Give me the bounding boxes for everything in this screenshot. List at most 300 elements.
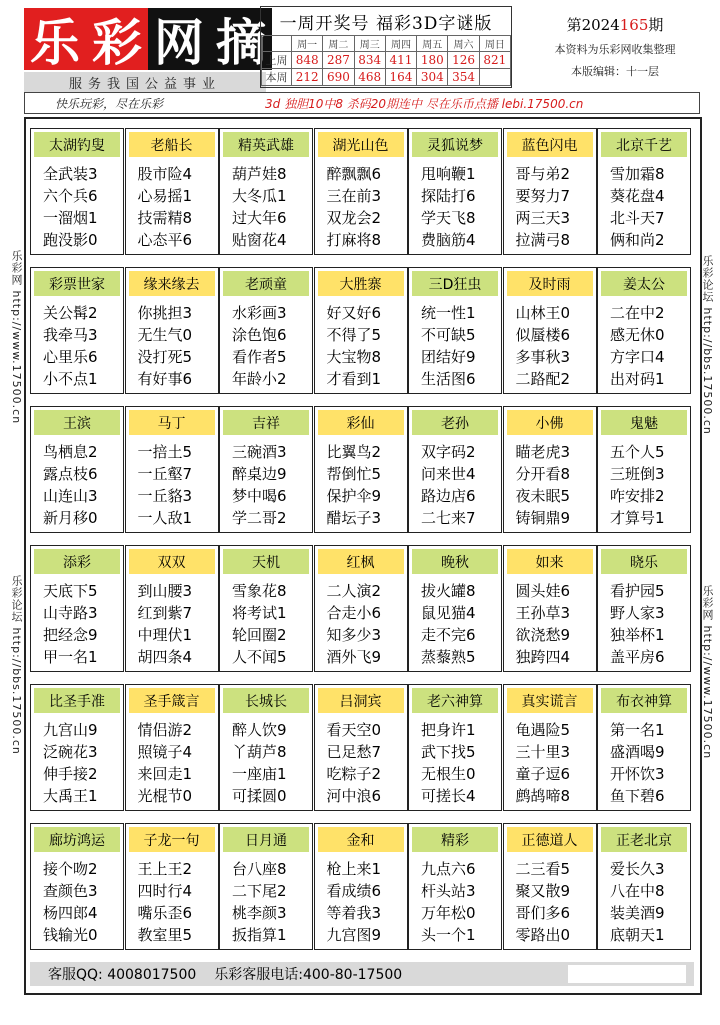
- riddle-line: 露点枝6: [43, 465, 98, 483]
- riddle-line: 水彩画3: [232, 304, 287, 322]
- riddle-card: [219, 684, 313, 811]
- riddle-card-title: 老船长: [129, 132, 215, 157]
- riddle-card: [30, 406, 124, 533]
- riddle-line: 股市险4: [137, 165, 193, 183]
- riddle-line: 出对码1: [610, 370, 665, 388]
- riddle-card-lines: [220, 157, 312, 251]
- riddle-card-lines: [598, 852, 690, 946]
- issue-number: 165: [619, 16, 649, 34]
- riddle-line: 醋坛子3: [326, 509, 382, 527]
- riddle-line: 鱼下碧6: [610, 787, 665, 805]
- riddle-line: 台八座8: [232, 860, 287, 878]
- riddle-line: 五个人5: [610, 443, 665, 461]
- riddle-line: 雪加霜8: [610, 165, 665, 183]
- riddle-line: 新月移0: [43, 509, 98, 527]
- riddle-line: 感无休0: [610, 326, 665, 344]
- riddle-card-lines: [126, 852, 218, 946]
- riddle-card-lines: [409, 574, 501, 668]
- riddle-line: 盖平房6: [610, 648, 665, 666]
- riddle-card-title: 如来: [507, 549, 593, 574]
- draw-number: 304: [417, 69, 448, 86]
- riddle-line: 光棍节0: [137, 787, 193, 805]
- riddle-card-lines: [409, 713, 501, 807]
- riddle-card: [314, 545, 408, 672]
- day-label: 周日: [479, 36, 510, 52]
- riddle-line: 看护园5: [610, 582, 665, 600]
- riddle-line: 要努力7: [515, 187, 571, 205]
- riddle-card-lines: [126, 157, 218, 251]
- riddle-line: 多事秋3: [515, 348, 571, 366]
- riddle-line: 合走小6: [326, 604, 382, 622]
- logo-subtitle: 服务我国公益事业: [24, 72, 266, 92]
- riddle-line: 轮回圈2: [232, 626, 287, 644]
- riddle-card-title: 正老北京: [601, 827, 687, 852]
- riddle-card-title: 廊坊鸿运: [34, 827, 120, 852]
- riddle-line: 二人演2: [326, 582, 382, 600]
- draw-header-row: [262, 36, 511, 52]
- riddle-line: 九宫山9: [43, 721, 98, 739]
- footer-bar: [30, 962, 694, 986]
- riddle-card-title: 布衣神算: [601, 688, 687, 713]
- riddle-line: 蒸藜熟5: [421, 648, 476, 666]
- riddle-card-lines: [504, 713, 596, 807]
- riddle-line: 教室里5: [137, 926, 193, 944]
- last-week-label: 上周: [262, 52, 292, 69]
- riddle-card-title: 老六神算: [412, 688, 498, 713]
- riddle-card-lines: [598, 296, 690, 390]
- draw-number: 212: [292, 69, 323, 86]
- riddle-line: 不可缺5: [421, 326, 476, 344]
- draw-table: [261, 35, 511, 86]
- riddle-line: 双字码2: [421, 443, 476, 461]
- riddle-line: 零路出0: [515, 926, 571, 944]
- riddle-card-title: 金和: [318, 827, 404, 852]
- riddle-line: 第一名1: [610, 721, 665, 739]
- riddle-line: 你挑担3: [137, 304, 193, 322]
- riddle-line: 扳指算1: [232, 926, 287, 944]
- riddle-line: 枪上来1: [326, 860, 382, 878]
- riddle-card-title: 天机: [223, 549, 309, 574]
- riddle-line: 梦中喝6: [232, 487, 287, 505]
- riddle-card-lines: [504, 296, 596, 390]
- riddle-line: 武下找5: [421, 743, 476, 761]
- riddle-line: 王上王2: [137, 860, 193, 878]
- issue-prefix: 第2024: [566, 16, 620, 34]
- riddle-card-lines: [504, 574, 596, 668]
- riddle-line: 独跨四4: [515, 648, 571, 666]
- riddle-card-title: 正德道人: [507, 827, 593, 852]
- riddle-line: 独举杯1: [610, 626, 665, 644]
- riddle-line: 统一性1: [421, 304, 476, 322]
- riddle-line: 吃粽子2: [326, 765, 382, 783]
- riddle-card-title: 彩票世家: [34, 271, 120, 296]
- riddle-card: [503, 684, 597, 811]
- riddle-line: 才算号1: [610, 509, 665, 527]
- draw-number: 834: [354, 52, 385, 69]
- draw-number: [479, 69, 510, 86]
- riddle-card-title: 鬼魅: [601, 410, 687, 435]
- riddle-card-title: 灵狐说梦: [412, 132, 498, 157]
- side-label-left-top: 乐彩网 http://www.17500.cn: [10, 250, 23, 425]
- riddle-card-title: 老孙: [412, 410, 498, 435]
- riddle-line: 分开看8: [515, 465, 571, 483]
- riddle-card: [125, 684, 219, 811]
- riddle-line: 三碗酒3: [232, 443, 287, 461]
- riddle-card-title: 双双: [129, 549, 215, 574]
- riddle-line: 童子逗6: [515, 765, 571, 783]
- riddle-line: 三班倒3: [610, 465, 665, 483]
- riddle-card: [314, 128, 408, 255]
- draw-number: 126: [448, 52, 479, 69]
- riddle-line: 看成绩6: [326, 882, 382, 900]
- riddle-card-lines: [126, 713, 218, 807]
- riddle-card-title: 吕洞宾: [318, 688, 404, 713]
- logo-char-2: 彩: [86, 8, 148, 70]
- riddle-line: 心态平6: [137, 231, 193, 249]
- riddle-card-title: 马丁: [129, 410, 215, 435]
- riddle-card-lines: [409, 296, 501, 390]
- riddle-line: 聚又散9: [515, 882, 571, 900]
- riddle-line: 三在前3: [326, 187, 382, 205]
- riddle-line: 可揉圆0: [232, 787, 287, 805]
- riddle-line: 心易摇1: [137, 187, 193, 205]
- riddle-card: [219, 823, 313, 950]
- riddle-card: [314, 684, 408, 811]
- side-label-right-bottom: 乐彩网 http://www.17500.cn: [701, 585, 714, 760]
- this-week-label: 本周: [262, 69, 292, 86]
- riddle-line: 葵花盘4: [610, 187, 665, 205]
- riddle-line: 学二哥2: [232, 509, 287, 527]
- issue-suffix: 期: [648, 16, 664, 34]
- riddle-card-title: 晚秋: [412, 549, 498, 574]
- riddle-line: 到山腰3: [137, 582, 193, 600]
- riddle-line: 二下尾2: [232, 882, 287, 900]
- riddle-line: 技需精8: [137, 209, 193, 227]
- riddle-line: 俩和尚2: [610, 231, 665, 249]
- riddle-line: 有好事6: [137, 370, 193, 388]
- riddle-line: 学天飞8: [421, 209, 476, 227]
- riddle-line: 一人敌1: [137, 509, 193, 527]
- riddle-line: 九点六6: [421, 860, 476, 878]
- riddle-card-lines: [31, 157, 123, 251]
- riddle-line: 方字口4: [610, 348, 665, 366]
- issue-info: [520, 6, 710, 88]
- riddle-card-title: 小佛: [507, 410, 593, 435]
- riddle-line: 四时行4: [137, 882, 193, 900]
- riddle-card-title: 真实谎言: [507, 688, 593, 713]
- riddle-card-lines: [220, 713, 312, 807]
- riddle-line: 涂色饱6: [232, 326, 287, 344]
- day-label: 周六: [448, 36, 479, 52]
- riddle-card-lines: [31, 574, 123, 668]
- riddle-card: [408, 545, 502, 672]
- draw-number: 164: [385, 69, 416, 86]
- riddle-card: [30, 128, 124, 255]
- riddle-line: 跑没影0: [43, 231, 98, 249]
- riddle-card: [30, 267, 124, 394]
- draw-title: 一周开奖号 福彩3D字谜版: [279, 13, 493, 34]
- riddle-card-lines: [409, 157, 501, 251]
- riddle-card-title: 彩仙: [318, 410, 404, 435]
- riddle-card-lines: [315, 852, 407, 946]
- riddle-card: [408, 267, 502, 394]
- riddle-card-lines: [220, 574, 312, 668]
- riddle-line: 嘴乐歪6: [137, 904, 193, 922]
- riddle-line: 生活图6: [421, 370, 476, 388]
- draw-number: 411: [385, 52, 416, 69]
- riddle-line: 六个兵6: [43, 187, 98, 205]
- riddle-card: [125, 823, 219, 950]
- riddle-card: [314, 406, 408, 533]
- riddle-card-lines: [31, 435, 123, 529]
- riddle-line: 山连山3: [43, 487, 98, 505]
- riddle-line: 知多少3: [326, 626, 382, 644]
- riddle-line: 桃李颜3: [232, 904, 287, 922]
- riddle-line: 好又好6: [326, 304, 382, 322]
- riddle-line: 心里乐6: [43, 348, 98, 366]
- riddle-card-lines: [598, 574, 690, 668]
- editor-note: 本版编辑：十一层: [571, 65, 659, 78]
- riddle-card: [408, 823, 502, 950]
- riddle-card-lines: [598, 435, 690, 529]
- riddle-line: 年龄小2: [232, 370, 287, 388]
- riddle-card: [125, 267, 219, 394]
- riddle-line: 把经念9: [43, 626, 98, 644]
- riddle-card: [219, 128, 313, 255]
- riddle-line: 野人家3: [610, 604, 665, 622]
- riddle-card-title: 日月通: [223, 827, 309, 852]
- logo-char-3: 网: [148, 8, 210, 70]
- riddle-card-lines: [409, 852, 501, 946]
- riddle-line: 红到紫7: [137, 604, 193, 622]
- draw-number: 354: [448, 69, 479, 86]
- side-label-right-top: 乐彩论坛 http://bbs.17500.cn: [701, 255, 714, 435]
- riddle-card-title: 精彩: [412, 827, 498, 852]
- riddle-line: 杨四郎4: [43, 904, 98, 922]
- logo: [24, 8, 274, 70]
- riddle-card-lines: [220, 296, 312, 390]
- riddle-card-title: 添彩: [34, 549, 120, 574]
- riddle-line: 团结好9: [421, 348, 476, 366]
- source-note: 本资料为乐彩网收集整理: [554, 43, 676, 56]
- riddle-card-lines: [598, 157, 690, 251]
- riddle-card-lines: [31, 296, 123, 390]
- issue-line: [520, 14, 710, 35]
- riddle-line: 甩响鞭1: [421, 165, 476, 183]
- riddle-card-title: 圣手箴言: [129, 688, 215, 713]
- riddle-line: 夜未眠5: [515, 487, 571, 505]
- riddle-card-lines: [220, 435, 312, 529]
- riddle-line: 探陆打6: [421, 187, 476, 205]
- riddle-line: 看天空0: [326, 721, 382, 739]
- riddle-line: 大禹王1: [43, 787, 98, 805]
- riddle-line: 杆头站3: [421, 882, 476, 900]
- last-week-row: [262, 52, 511, 69]
- riddle-line: 全武装3: [43, 165, 98, 183]
- this-week-row: [262, 69, 511, 86]
- riddle-line: 酒外飞9: [326, 648, 382, 666]
- riddle-card-title: 老顽童: [223, 271, 309, 296]
- riddle-line: 大冬瓜1: [232, 187, 287, 205]
- riddle-line: 万年松0: [421, 904, 476, 922]
- corner-cell: [262, 36, 292, 52]
- riddle-line: 龟遇险5: [515, 721, 571, 739]
- day-label: 周五: [417, 36, 448, 52]
- riddle-line: 葫芦娃8: [232, 165, 287, 183]
- day-label: 周一: [292, 36, 323, 52]
- riddle-line: 双龙会2: [326, 209, 382, 227]
- riddle-card-lines: [504, 435, 596, 529]
- riddle-line: 可搓长4: [421, 787, 476, 805]
- riddle-line: 二在中2: [610, 304, 665, 322]
- riddle-line: 不得了5: [326, 326, 382, 344]
- logo-char-1: 乐: [24, 8, 86, 70]
- riddle-card-lines: [126, 435, 218, 529]
- riddle-line: 才看到1: [326, 370, 382, 388]
- riddle-card: [597, 128, 691, 255]
- draw-number: 180: [417, 52, 448, 69]
- riddle-card-lines: [126, 296, 218, 390]
- footer-qq: 客服QQ: 4008017500: [48, 967, 197, 983]
- riddle-line: 看作者5: [232, 348, 287, 366]
- riddle-line: 一座庙1: [232, 765, 287, 783]
- riddle-card-lines: [315, 435, 407, 529]
- riddle-line: 帮倒忙5: [326, 465, 382, 483]
- riddle-line: 八在中8: [610, 882, 665, 900]
- riddle-line: 已足愁7: [326, 743, 382, 761]
- riddle-line: 小不点1: [43, 370, 98, 388]
- riddle-card: [503, 823, 597, 950]
- day-label: 周四: [385, 36, 416, 52]
- riddle-line: 九宫图9: [326, 926, 382, 944]
- riddle-line: 河中浪6: [326, 787, 382, 805]
- riddle-line: 情侣游2: [137, 721, 193, 739]
- riddle-line: 照镜子4: [137, 743, 193, 761]
- riddle-line: 爱长久3: [610, 860, 665, 878]
- riddle-card-title: 三D狂虫: [412, 271, 498, 296]
- riddle-card: [314, 823, 408, 950]
- riddle-card-title: 及时雨: [507, 271, 593, 296]
- riddle-line: 头一个1: [421, 926, 476, 944]
- riddle-line: 费脑筋4: [421, 231, 476, 249]
- riddle-line: 没打死5: [137, 348, 193, 366]
- riddle-line: 人不闻5: [232, 648, 287, 666]
- riddle-line: 三十里3: [515, 743, 571, 761]
- riddle-line: 将考试1: [232, 604, 287, 622]
- riddle-line: 二七来7: [421, 509, 476, 527]
- riddle-card: [408, 684, 502, 811]
- riddle-card-lines: [409, 435, 501, 529]
- riddle-line: 哥们多6: [515, 904, 571, 922]
- riddle-card-title: 长城长: [223, 688, 309, 713]
- riddle-line: 我牵马3: [43, 326, 98, 344]
- riddle-card: [597, 406, 691, 533]
- riddle-line: 一掊土5: [137, 443, 193, 461]
- riddle-card-title: 子龙一句: [129, 827, 215, 852]
- riddle-line: 醉桌边9: [232, 465, 287, 483]
- riddle-card: [503, 128, 597, 255]
- riddle-line: 哥与弟2: [515, 165, 571, 183]
- riddle-line: 醉人饮9: [232, 721, 287, 739]
- riddle-card: [314, 267, 408, 394]
- riddle-line: 大宝物8: [326, 348, 382, 366]
- footer-blank-box: [568, 965, 686, 983]
- riddle-line: 鹧鸪啼8: [515, 787, 571, 805]
- riddle-line: 醉飘飘6: [326, 165, 382, 183]
- riddle-line: 天底下5: [43, 582, 98, 600]
- logo-char-4: 摘: [210, 8, 272, 70]
- riddle-card: [597, 267, 691, 394]
- riddle-line: 欲浇愁9: [515, 626, 571, 644]
- riddle-line: 似蜃楼6: [515, 326, 571, 344]
- riddle-card-lines: [598, 713, 690, 807]
- riddle-line: 无根生0: [421, 765, 476, 783]
- riddle-line: 泛碗花3: [43, 743, 98, 761]
- riddle-card: [408, 128, 502, 255]
- riddle-card-lines: [315, 157, 407, 251]
- draw-number: 821: [479, 52, 510, 69]
- riddle-card: [503, 406, 597, 533]
- riddle-card-lines: [220, 852, 312, 946]
- riddle-line: 把身许1: [421, 721, 476, 739]
- riddle-line: 丫葫芦8: [232, 743, 287, 761]
- riddle-card: [597, 684, 691, 811]
- riddle-line: 比翼鸟2: [326, 443, 382, 461]
- side-label-left-bottom: 乐彩论坛 http://bbs.17500.cn: [10, 575, 23, 755]
- riddle-card: [125, 545, 219, 672]
- riddle-line: 北斗天7: [610, 209, 665, 227]
- riddle-line: 来回走1: [137, 765, 193, 783]
- riddle-line: 山寺路3: [43, 604, 98, 622]
- riddle-card-lines: [315, 713, 407, 807]
- riddle-card-title: 王滨: [34, 410, 120, 435]
- draw-number: 468: [354, 69, 385, 86]
- riddle-line: 保护伞9: [326, 487, 382, 505]
- riddle-line: 两三天3: [515, 209, 571, 227]
- riddle-card: [125, 406, 219, 533]
- riddle-card-lines: [504, 852, 596, 946]
- riddle-line: 过大年6: [232, 209, 287, 227]
- riddle-line: 铸铜鼎9: [515, 509, 571, 527]
- riddle-line: 拔火罐8: [421, 582, 476, 600]
- riddle-line: 山林王0: [515, 304, 571, 322]
- riddle-card: [503, 545, 597, 672]
- riddle-line: 打麻将8: [326, 231, 382, 249]
- riddle-card: [30, 684, 124, 811]
- riddle-card-title: 北京千艺: [601, 132, 687, 157]
- riddle-line: 拉满弓8: [515, 231, 571, 249]
- riddle-line: 二路配2: [515, 370, 571, 388]
- footer-phone: 乐彩客服电话:400-80-17500: [214, 967, 403, 983]
- riddle-line: 查颜色3: [43, 882, 98, 900]
- riddle-line: 一丘貉3: [137, 487, 193, 505]
- riddle-line: 问来世4: [421, 465, 476, 483]
- riddle-line: 关公髯2: [43, 304, 98, 322]
- riddle-line: 无生气0: [137, 326, 193, 344]
- slogan-left: 快乐玩彩，尽在乐彩: [55, 96, 164, 111]
- riddle-line: 中理伏1: [137, 626, 193, 644]
- riddle-card-title: 晓乐: [601, 549, 687, 574]
- riddle-card: [125, 128, 219, 255]
- riddle-line: 底朝天1: [610, 926, 665, 944]
- riddle-line: 瞄老虎3: [515, 443, 571, 461]
- riddle-card-lines: [315, 296, 407, 390]
- riddle-line: 二三看5: [515, 860, 571, 878]
- riddle-card: [30, 545, 124, 672]
- riddle-line: 胡四条4: [137, 648, 193, 666]
- riddle-card-title: 红枫: [318, 549, 404, 574]
- riddle-line: 贴窗花4: [232, 231, 287, 249]
